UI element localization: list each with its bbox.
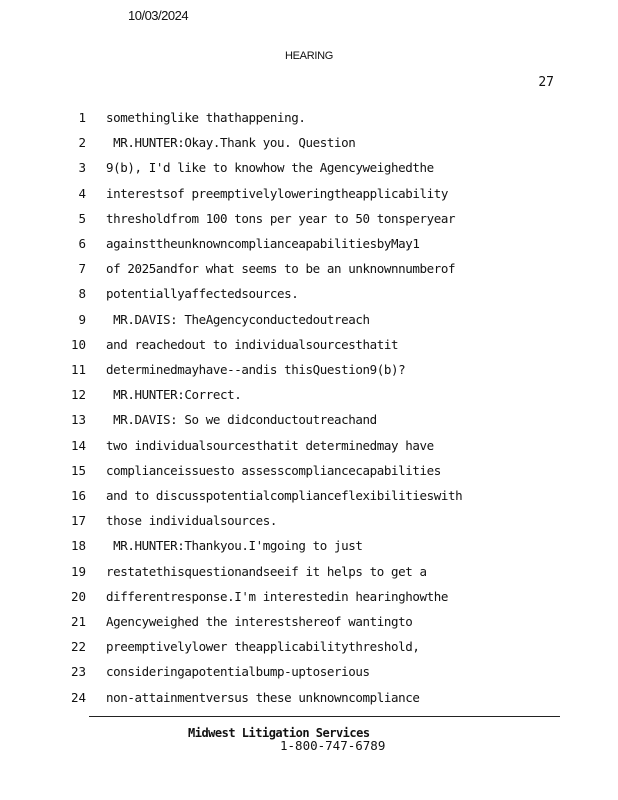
line-text: complianceissuesto assesscompliancecapabilities	[106, 462, 441, 478]
transcript-line	[0, 690, 618, 715]
line-number: 13	[70, 412, 86, 428]
line-number: 15	[70, 462, 86, 478]
transcript-line	[0, 463, 618, 488]
transcript-line	[0, 513, 618, 538]
line-number: 21	[70, 614, 86, 629]
line-number: 4	[78, 185, 86, 201]
line-number: 22	[70, 639, 86, 655]
page-number: 27	[538, 75, 554, 90]
line-number: 24	[70, 689, 86, 705]
transcript-line	[0, 135, 618, 160]
transcript-line	[0, 664, 618, 689]
line-text: interestsof preemptivelyloweringtheapplicability	[106, 185, 449, 201]
line-number: 1	[78, 110, 86, 125]
header-title: HEARING	[284, 50, 334, 62]
line-text: non-attainmentversus these unknowncompliance	[106, 689, 420, 705]
line-number: 3	[78, 160, 86, 176]
line-number: 20	[70, 588, 86, 604]
transcript-line	[0, 110, 618, 135]
line-text: of 2025andfor what seems to be an unknownnumberof	[106, 261, 456, 277]
line-number: 7	[78, 261, 86, 277]
line-number: 5	[78, 210, 86, 226]
header-date: 10/03/2024	[128, 8, 189, 23]
transcript-line	[0, 261, 618, 286]
line-text: MR.DAVIS: So we didconductoutreachand	[106, 412, 377, 428]
transcript-line	[0, 438, 618, 463]
line-text: MR.HUNTER:Thankyou.I'mgoing to just	[106, 538, 363, 554]
transcript-line	[0, 639, 618, 664]
transcript-line	[0, 211, 618, 236]
transcript-line	[0, 160, 618, 185]
line-text: 9(b), I'd like to knowhow the Agencyweighedthe	[106, 160, 434, 176]
line-text: restatethisquestionandseeif it helps to get a	[106, 563, 427, 579]
line-number: 10	[70, 336, 86, 352]
transcript-line	[0, 312, 618, 337]
line-number: 2	[78, 135, 86, 151]
line-text: preemptivelylower theapplicabilitythreshold,	[106, 639, 420, 655]
line-number: 6	[78, 236, 86, 251]
line-number: 11	[70, 362, 86, 377]
line-number: 8	[78, 286, 86, 302]
line-text: determinedmayhave--andis thisQuestion9(b)?	[106, 362, 406, 377]
line-text: thresholdfrom 100 tons per year to 50 tonsperyear	[106, 210, 456, 226]
line-text: againsttheunknowncomplianceapabilitiesbyMay1	[106, 236, 420, 251]
line-number: 12	[70, 387, 86, 403]
line-text: MR.DAVIS: TheAgencyconductedoutreach	[106, 311, 370, 327]
footer-company: Midwest Litigation Services	[188, 726, 370, 740]
transcript-line	[0, 614, 618, 639]
line-number: 16	[70, 488, 86, 503]
footer-phone: 1-800-747-6789	[280, 738, 386, 753]
line-number: 18	[70, 538, 86, 554]
line-text: somethinglike thathappening.	[106, 110, 306, 125]
line-text: Agencyweighed the interestshereof wantingto	[106, 614, 413, 629]
transcript-line	[0, 589, 618, 614]
line-number: 14	[70, 437, 86, 453]
line-text: potentiallyaffectedsources.	[106, 286, 299, 302]
transcript-line	[0, 337, 618, 362]
line-text: two individualsourcesthatit determinedmay have	[106, 437, 434, 453]
transcript-line	[0, 362, 618, 387]
transcript-line	[0, 186, 618, 211]
transcript-line	[0, 412, 618, 437]
line-text: MR.HUNTER:Correct.	[106, 387, 242, 403]
line-text: MR.HUNTER:Okay.Thank you. Question	[106, 135, 356, 151]
line-number: 17	[70, 513, 86, 529]
line-number: 9	[78, 311, 86, 327]
footer-divider	[89, 716, 560, 717]
line-text: consideringapotentialbump-uptoserious	[106, 664, 370, 680]
line-number: 19	[70, 563, 86, 579]
line-number: 23	[70, 664, 86, 680]
transcript-line	[0, 488, 618, 513]
line-text: and to discusspotentialcomplianceflexibilitieswith	[106, 488, 463, 503]
transcript-line	[0, 538, 618, 563]
transcript-line	[0, 387, 618, 412]
transcript-line	[0, 564, 618, 589]
transcript-line	[0, 236, 618, 261]
transcript-line	[0, 286, 618, 311]
line-text: those individualsources.	[106, 513, 278, 529]
line-text: differentresponse.I'm interestedin hearinghowthe	[106, 588, 449, 604]
line-text: and reachedout to individualsourcesthatit	[106, 336, 399, 352]
